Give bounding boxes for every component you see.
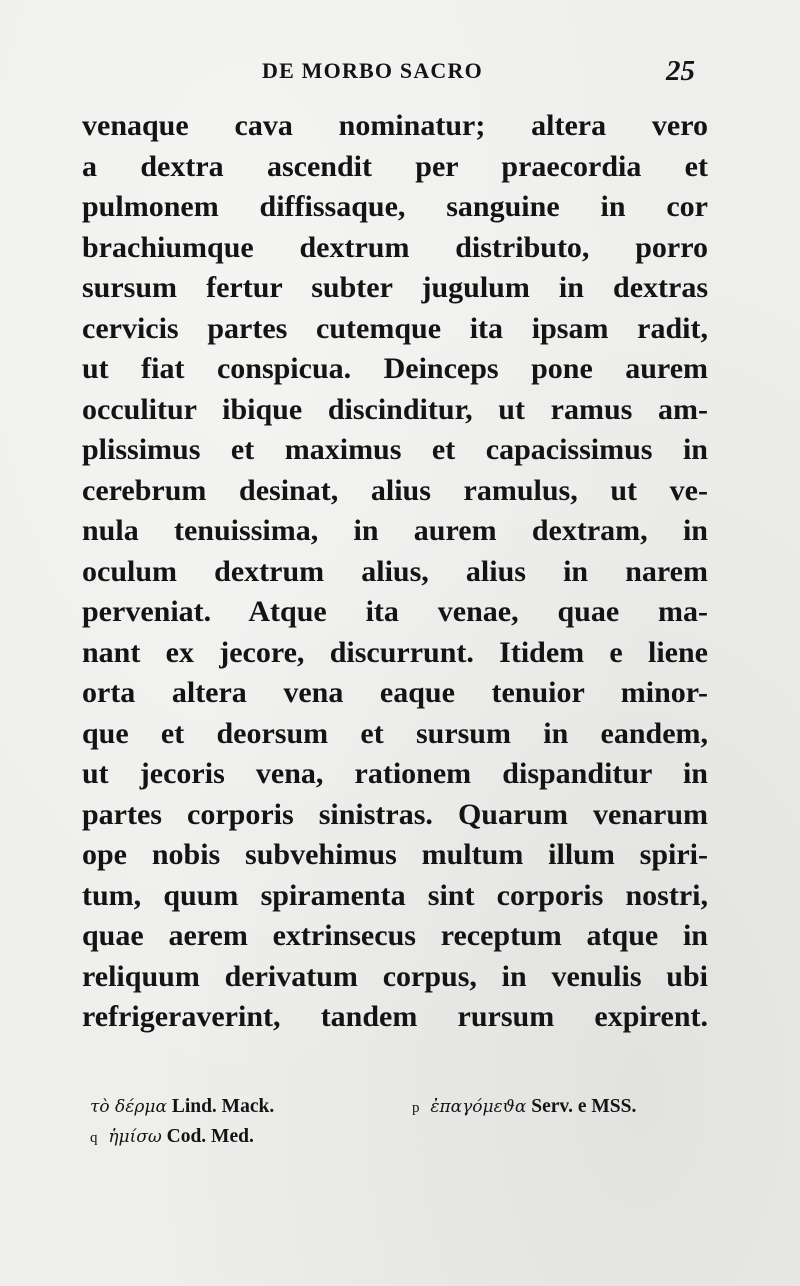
text-line: brachiumque dextrum distributo, porro [82,230,708,264]
running-title: DE MORBO SACRO [262,58,483,83]
footnote-greek: ἡμίσω [108,1127,162,1147]
footnotes [90,1092,722,1152]
text-line: oculum dextrum alius, alius in narem [82,554,708,588]
text-line: cervicis partes cutemque ita ipsam radit, [82,311,708,345]
text-line: que et deorsum et sursum in eandem, [82,716,708,750]
text-line: nant ex jecore, discurrunt. Itidem e liene [82,635,708,669]
text-line: ut jecoris vena, rationem dispanditur in [82,757,708,790]
text-line: cerebrum desinat, alius ramulus, ut ve- [82,473,708,507]
text-line: tum, quum spiramenta sint corporis nostri, [82,878,708,912]
text-line: a dextra ascendit per praecordia et [82,149,708,183]
footnote-q [90,1122,254,1153]
text-line: sursum fertur subter jugulum in dextras [82,271,708,304]
text-line: ut fiat conspicua. Deinceps pone aurem [82,352,708,385]
footnote-marker: p [412,1100,420,1116]
footnote-text: Lind. Mack. [171,1096,275,1117]
footnote-greek: ἐπαγόμεϑα [430,1097,527,1117]
footnote-text: Serv. e MSS. [531,1096,637,1117]
text-line: refrigeraverint, tandem rursum expirent. [82,1000,708,1033]
text-line: pulmonem diffissaque, sanguine in cor [82,190,708,223]
text-line: partes corporis sinistras. Quarum venarum [82,797,708,831]
page-number: 25 [666,55,695,87]
footnote-o [90,1092,274,1122]
text-line: perveniat. Atque ita venae, quae ma- [82,595,708,628]
text-line: venaque cava nominatur; altera vero [82,109,708,142]
main-text-block [82,106,708,1038]
running-head [0,54,800,88]
text-line: quae aerem extrinsecus receptum atque in [82,919,708,952]
footnote-row [90,1092,722,1122]
text-line: nula tenuissima, in aurem dextram, in [82,514,708,547]
footnote-text: Cod. Med. [166,1126,254,1147]
footnote-greek: τὸ δέρμα [90,1097,167,1117]
text-line: reliquum derivatum corpus, in venulis ubi [82,959,708,993]
text-line: orta altera vena eaque tenuior minor- [82,676,708,709]
text-line: occulitur ibique discinditur, ut ramus am- [82,392,708,426]
footnote-p [412,1092,636,1123]
text-line: plissimus et maximus et capacissimus in [82,433,708,466]
text-line: ope nobis subvehimus multum illum spiri- [82,838,708,871]
footnote-marker: q [90,1130,98,1146]
footnote-row [90,1122,722,1152]
